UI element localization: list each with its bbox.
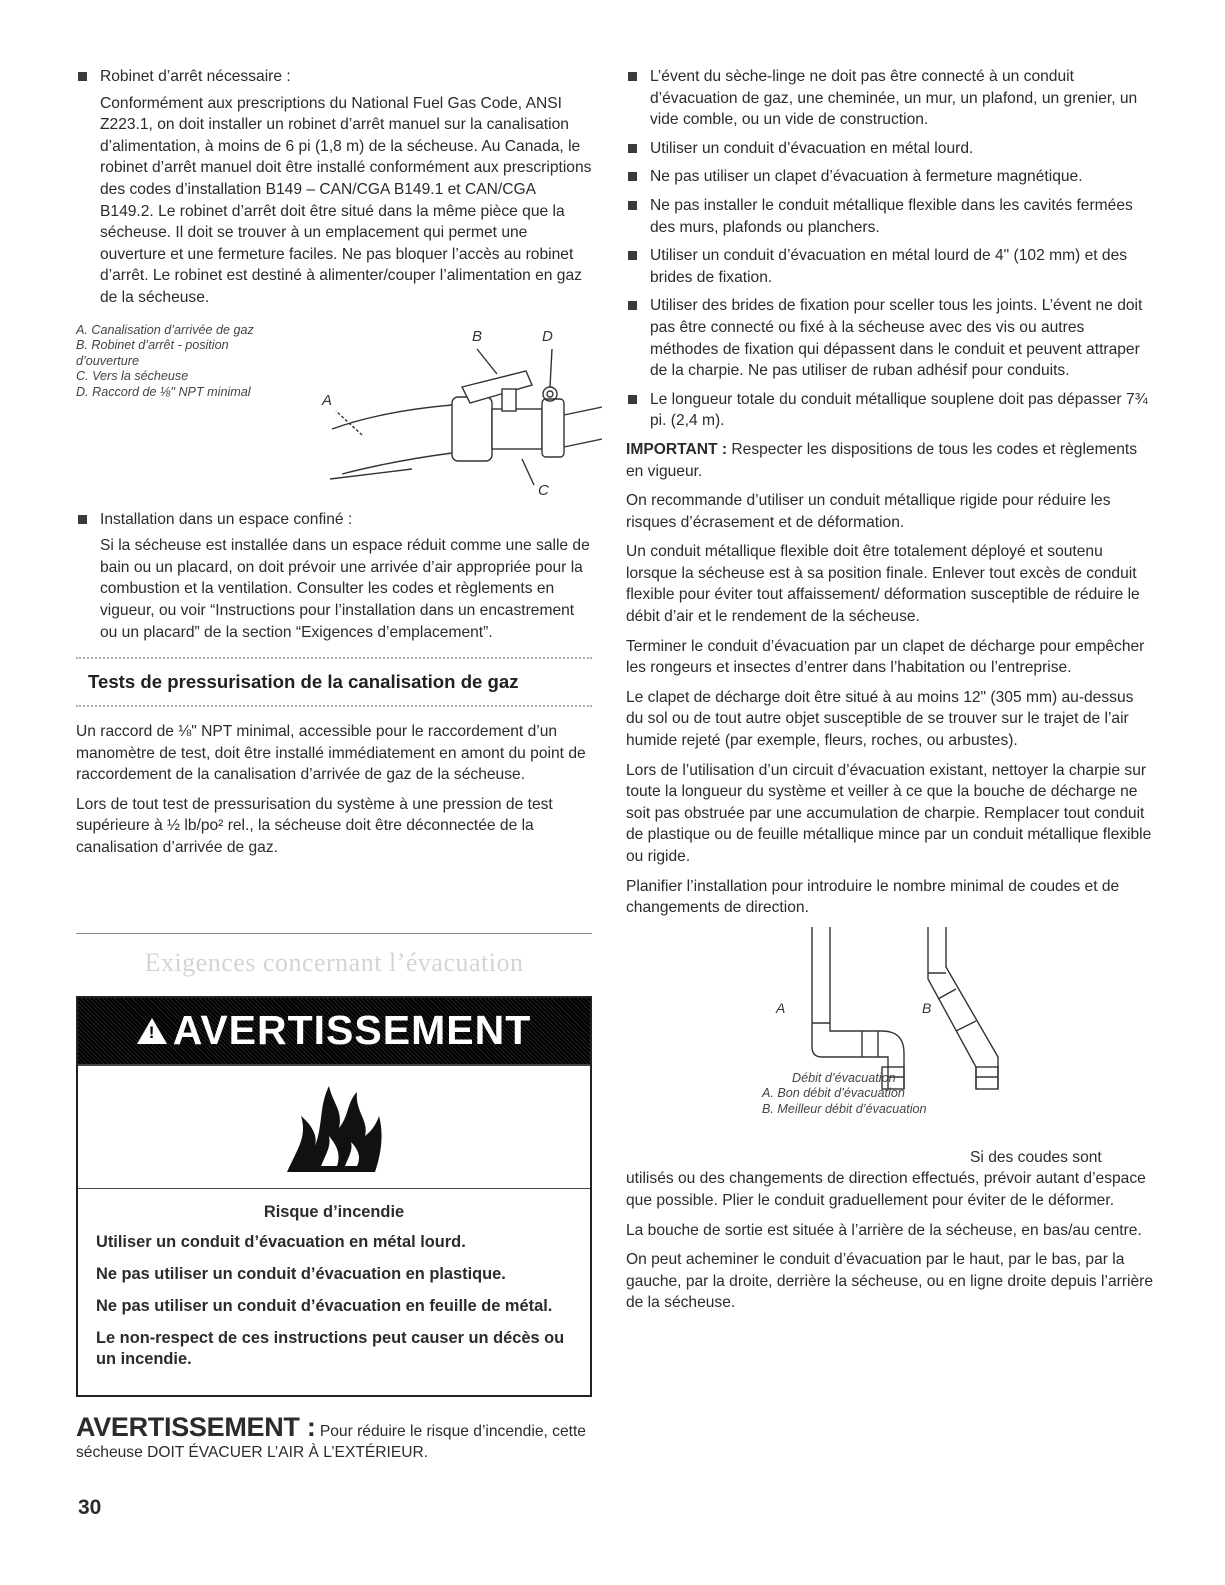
bullet-title: Installation dans un espace confiné :: [100, 510, 353, 528]
right-column: [626, 66, 1154, 1322]
label-b: B: [472, 327, 483, 345]
list-item-text: Utiliser un conduit d’évacuation en métal lourd de 4" (102 mm) et des brides de fixation.: [650, 247, 1128, 286]
label-a: A: [322, 391, 333, 409]
exhaust-section-divider: [76, 933, 592, 934]
bullet-square-icon: [78, 515, 87, 524]
elbows-intro: Si des coudes sont: [970, 1148, 1102, 1166]
bullet-body: Si la sécheuse est installée dans un espace réduit comme une salle de bain ou un placard, on doit prévoir une arrivée d’air appropriée pour la combustion et la ventilation. Consulter les codes et règlements en vigueur, ou voir “Instructions pour l’installation dans un encastrement ou un placard” de la section “Exigences d’emplacement”.: [100, 537, 590, 641]
paragraph: Planifier l’installation pour introduire le nombre minimal de coudes et de changements de direction.: [626, 877, 1120, 917]
exhaust-warning-note: [76, 1411, 592, 1463]
flow-label-b: B: [922, 999, 932, 1016]
list-item: [626, 138, 1154, 160]
bullet-square-icon: [628, 172, 637, 181]
warning-line: Ne pas utiliser un conduit d’évacuation en feuille de métal.: [96, 1296, 553, 1315]
exhaust-warning-text: Pour réduire le risque d’incendie, cette sécheuse DOIT ÉVACUER L’AIR À L’EXTÉRIEUR.: [76, 1422, 586, 1461]
important-text: Respecter les dispositions de tous les codes et règlements en vigueur.: [626, 440, 1138, 480]
pressure-test-paragraph-2: Lors de tout test de pressurisation du système à une pression de test supérieure à ½ lb/po² rel., la sécheuse doit être déconnectée de la canalisation d’arrivée de gaz.: [76, 795, 553, 857]
warning-triangle-icon: !: [137, 1018, 167, 1044]
paragraph: Terminer le conduit d’évacuation par un clapet de décharge pour empêcher les rongeurs et insectes d’entrer dans l’habitation ou l’entreprise.: [626, 637, 1145, 677]
paragraph: On recommande d’utiliser un conduit métallique rigide pour réduire les risques d’écrasement et de déformation.: [626, 492, 1111, 531]
caption-d: D. Raccord de ⅛" NPT minimal: [76, 384, 251, 399]
bullet-confined-space: [76, 509, 592, 644]
left-column: [76, 66, 592, 1463]
exhaust-warning-label: AVERTISSEMENT :: [76, 1411, 316, 1442]
pressure-test-paragraph-1: Un raccord de ⅛" NPT minimal, accessible pour le raccordement d’un manomètre de test, doit être installé immédiatement en amont du point de raccordement de la canalisation d’arrivée de gaz de la sécheuse.: [76, 723, 586, 784]
bullet-square-icon: [78, 72, 87, 81]
exhaust-flow-title: Débit d’évacuation: [792, 1070, 896, 1085]
flame-icon: [279, 1076, 389, 1176]
caption-a: A. Canalisation d’arrivée de gaz: [76, 322, 254, 337]
valve-figure-captions: [76, 323, 286, 401]
important-note: [626, 439, 1154, 482]
list-item-text: Ne pas installer le conduit métallique flexible dans les cavités fermées des murs, plafonds ou planchers.: [650, 196, 1133, 236]
bullet-shutoff-valve: [76, 66, 592, 309]
warning-box: [76, 996, 592, 1397]
paragraph: Un conduit métallique flexible doit être totalement déployé et soutenu lorsque la sécheuse est à sa position finale. Enlever tout excès de conduit flexible pour éviter tout affaissement/ déformation susceptible de réduire le débit d’air et le rendement de la sécheuse.: [626, 543, 1140, 626]
paragraph: Lors de l’utilisation d’un circuit d’évacuation existant, nettoyer la charpie sur toute la longueur du système et veiller à ce que la bouche de décharge ne soit pas obstruée par une accumulation de charpie. Remplacer tout conduit de plastique ou de feuille métallique mince par un conduit métallique flexible ou rigide.: [626, 761, 1152, 865]
routing-paragraph: On peut acheminer le conduit d’évacuation par le haut, par le bas, par la gauche, par la droite, derrière la sécheuse, ou en ligne droite depuis l’arrière de la sécheuse.: [626, 1251, 1154, 1312]
list-item: [626, 245, 1154, 288]
bullet-square-icon: [628, 72, 637, 81]
bullet-title: Robinet d’arrêt nécessaire :: [100, 68, 291, 85]
bullet-square-icon: [628, 251, 637, 260]
warning-line: Utiliser un conduit d’évacuation en métal lourd.: [96, 1232, 466, 1251]
warning-line: Ne pas utiliser un conduit d’évacuation en plastique.: [96, 1264, 506, 1283]
warning-header: [78, 998, 590, 1066]
valve-illustration: [302, 319, 602, 497]
list-item-text: L’évent du sèche-linge ne doit pas être connecté à un conduit d’évacuation de gaz, une cheminée, un mur, un plafond, un grenier, un vide comble, ou un vide de construction.: [650, 68, 1138, 129]
bullet-square-icon: [628, 395, 637, 404]
list-item: [626, 295, 1154, 381]
bullet-square-icon: [628, 201, 637, 210]
page-number: 30: [78, 1496, 102, 1519]
caption-c: C. Vers la sécheuse: [76, 369, 189, 384]
list-item-text: Ne pas utiliser un clapet d’évacuation à fermeture magnétique.: [650, 168, 1083, 186]
warning-header-text: AVERTISSEMENT: [172, 1007, 532, 1054]
bullet-square-icon: [628, 301, 637, 310]
exhaust-flow-figure: [626, 927, 1154, 1139]
bullet-body: Conformément aux prescriptions du National Fuel Gas Code, ANSI Z223.1, on doit installer un robinet d’arrêt manuel sur la canalisation d’alimentation, à moins de 6 pi (1,8 m) de la sécheuse. Au Canada, le robinet d’arrêt manuel doit être installé conformément aux prescriptions des codes d’installation B149 – CAN/CGA B149.1 et CAN/CGA B149.2. Le robinet d’arrêt doit être situé dans la même pièce que la sécheuse. Il doit se trouver à un emplacement qui permet une ouverture et une fermeture faciles. Ne pas bloquer l’accès au robinet d’arrêt. Le robinet est destiné à alimenter/couper l’alimentation en gaz de la sécheuse.: [100, 94, 592, 306]
list-item: [626, 195, 1154, 238]
section-divider-top: [76, 657, 592, 659]
label-d: D: [542, 327, 553, 345]
list-item-text: Le longueur totale du conduit métallique souplene doit pas dépasser 7¾ pi. (2,4 m).: [650, 390, 1148, 430]
caption-better-flow: B. Meilleur débit d’évacuation: [762, 1101, 927, 1116]
warning-line: Le non-respect de ces instructions peut causer un décès ou un incendie.: [96, 1328, 565, 1368]
valve-figure: [76, 319, 592, 497]
elbows-paragraph: utilisés ou des changements de direction effectués, prévoir autant d’espace que possible. Plier le conduit graduellement pour éviter de le déformer.: [626, 1170, 1146, 1209]
outlet-paragraph: La bouche de sortie est située à l’arrière de la sécheuse, en bas/au centre.: [626, 1221, 1142, 1239]
list-item-text: Utiliser des brides de fixation pour sceller tous les joints. L’évent ne doit pas être connecté ou fixé à la sécheuse avec des vis ou autres méthodes de fixation qui dépassent dans le conduit et peuvent attraper de la charpie. Ne pas utiliser de ruban adhésif pour conduits.: [650, 297, 1143, 380]
exhaust-section-heading: Exigences concernant l’évacuation: [144, 947, 524, 977]
section-divider-bottom: [76, 705, 592, 707]
bullet-square-icon: [628, 144, 637, 153]
list-item: [626, 389, 1154, 432]
list-item-text: Utiliser un conduit d’évacuation en métal lourd.: [650, 139, 974, 157]
caption-b: B. Robinet d’arrêt - position d’ouverture: [76, 338, 229, 368]
fire-hazard-icon: [78, 1066, 590, 1189]
list-item: [626, 66, 1154, 131]
warning-title: Risque d’incendie: [263, 1202, 405, 1221]
label-c: C: [538, 481, 549, 497]
important-label: IMPORTANT :: [626, 440, 728, 458]
flow-label-a: A: [776, 999, 786, 1016]
exhaust-flow-captions: [762, 1071, 1022, 1118]
paragraph: Le clapet de décharge doit être situé à au moins 12" (305 mm) au-dessus du sol ou de tout autre objet susceptible de se trouver sur le trajet de l’air humide rejeté (par exemple, fleurs, roches, ou arbustes).: [626, 688, 1134, 750]
caption-good-flow: A. Bon débit d’évacuation: [762, 1086, 905, 1101]
warning-body: [78, 1189, 590, 1395]
section-heading: Tests de pressurisation de la canalisation de gaz: [88, 671, 519, 693]
list-item: [626, 166, 1154, 188]
